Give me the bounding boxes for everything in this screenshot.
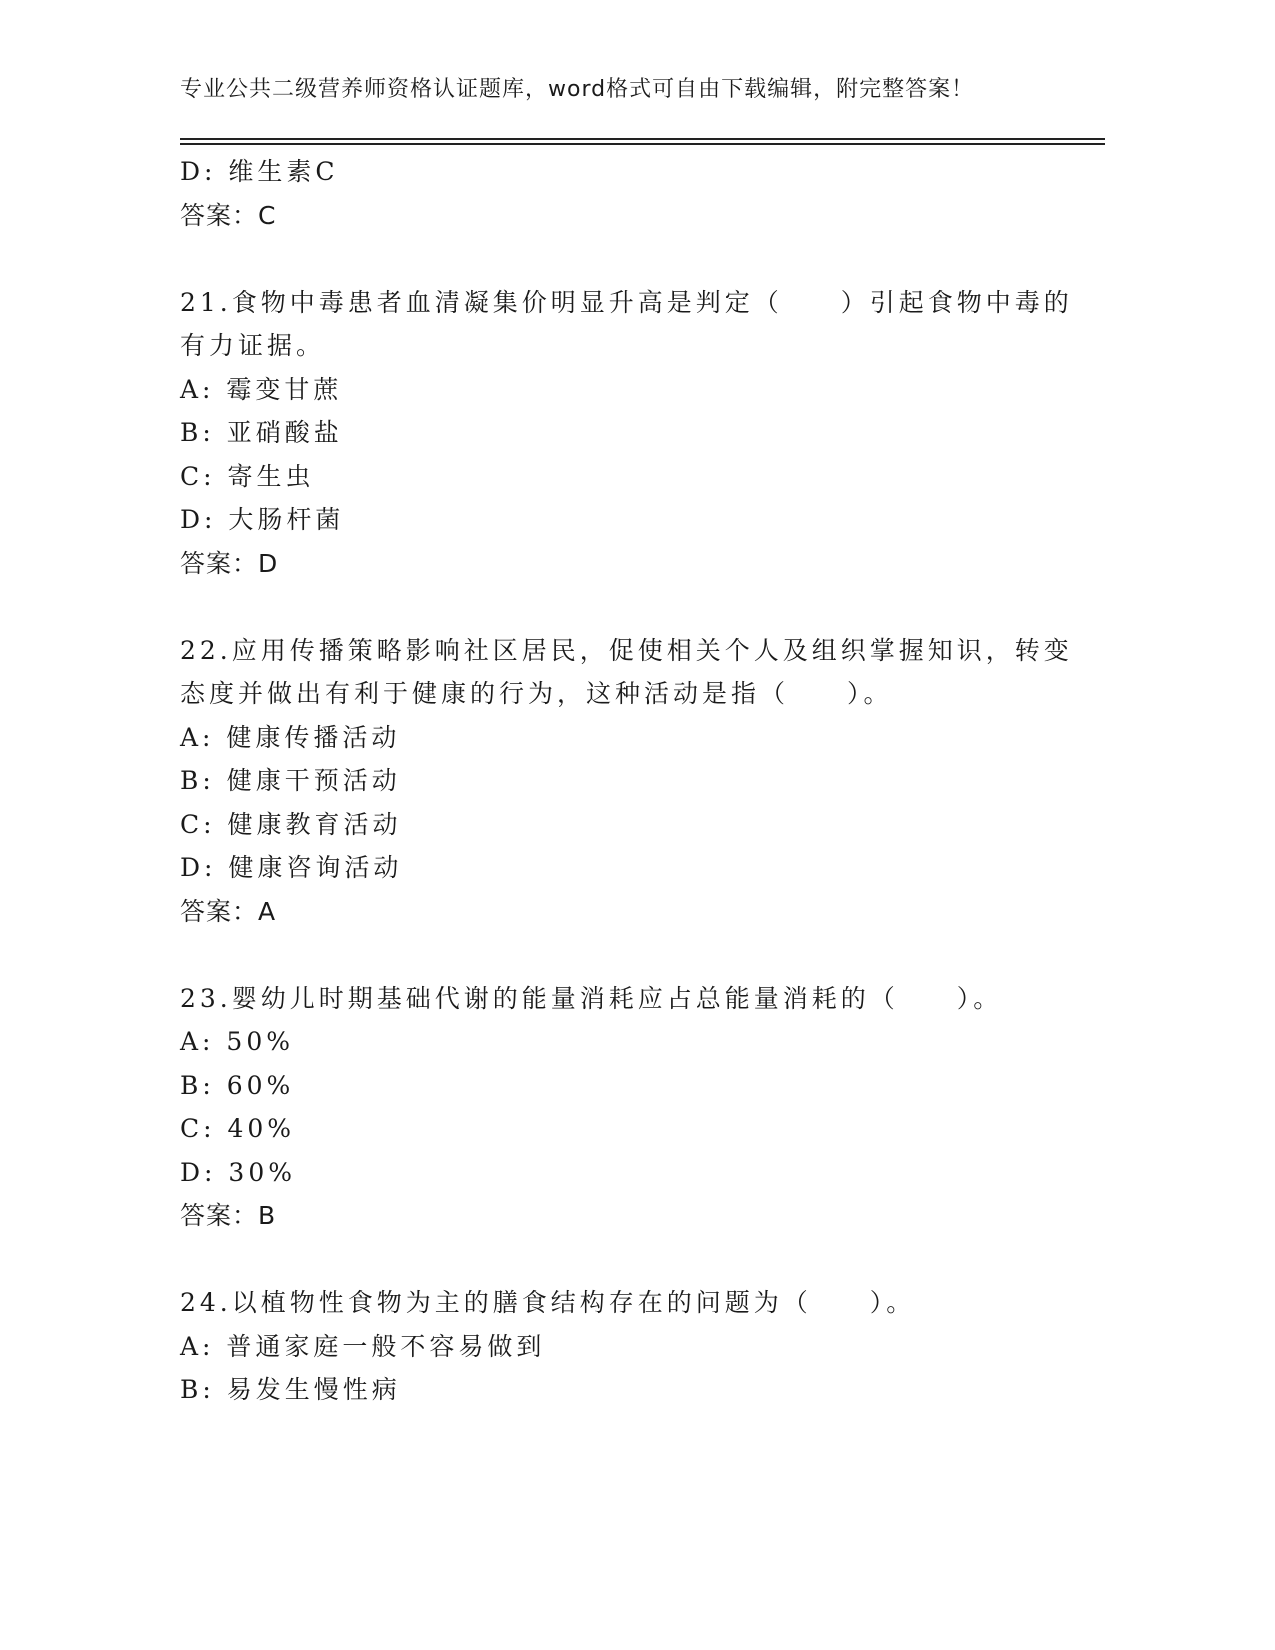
question-stem: 23.婴幼儿时期基础代谢的能量消耗应占总能量消耗的（ ）。 (180, 983, 1003, 1013)
question-stem: 态度并做出有利于健康的行为，这种活动是指（ ）。 (180, 679, 893, 708)
option-d: D: 30% (180, 1157, 296, 1187)
option-a: A: 50% (180, 1027, 294, 1056)
spacer (180, 237, 1105, 281)
option-b: B: 易发生慢性病 (180, 1375, 401, 1404)
question-stem: 21.食物中毒患者血清凝集价明显升高是判定（ ）引起食物中毒的 (180, 287, 1073, 317)
question-content (180, 150, 1105, 1412)
question-stem: 24.以植物性食物为主的膳食结构存在的问题为（ ）。 (180, 1288, 916, 1317)
question-stem: 有力证据。 (180, 331, 326, 360)
spacer (180, 933, 1105, 977)
answer: 答案：A (180, 896, 277, 926)
header-rule-top (180, 138, 1105, 140)
spacer (180, 585, 1105, 629)
option-b: B: 亚硝酸盐 (180, 418, 343, 447)
page-header: 专业公共二级营养师资格认证题库，word格式可自由下载编辑，附完整答案！ (180, 77, 975, 102)
question-stem: 22.应用传播策略影响社区居民，促使相关个人及组织掌握知识，转变 (180, 635, 1073, 665)
option-d: D: 大肠杆菌 (180, 505, 345, 534)
answer: 答案：D (180, 548, 279, 578)
option-d: D: 维生素C (180, 157, 339, 186)
option-c: C: 健康教育活动 (180, 809, 402, 839)
option-c: C: 寄生虫 (180, 461, 315, 491)
answer: 答案：B (180, 1201, 277, 1230)
option-a: A: 普通家庭一般不容易做到 (180, 1331, 546, 1361)
option-a: A: 霉变甘蔗 (180, 374, 343, 404)
option-d: D: 健康咨询活动 (180, 853, 403, 882)
option-b: B: 60% (180, 1070, 295, 1100)
spacer (180, 1238, 1105, 1282)
answer: 答案：C (180, 200, 277, 230)
option-a: A: 健康传播活动 (180, 722, 401, 752)
header-rule-bottom (180, 143, 1105, 145)
option-c: C: 40% (180, 1114, 296, 1143)
option-b: B: 健康干预活动 (180, 766, 401, 795)
